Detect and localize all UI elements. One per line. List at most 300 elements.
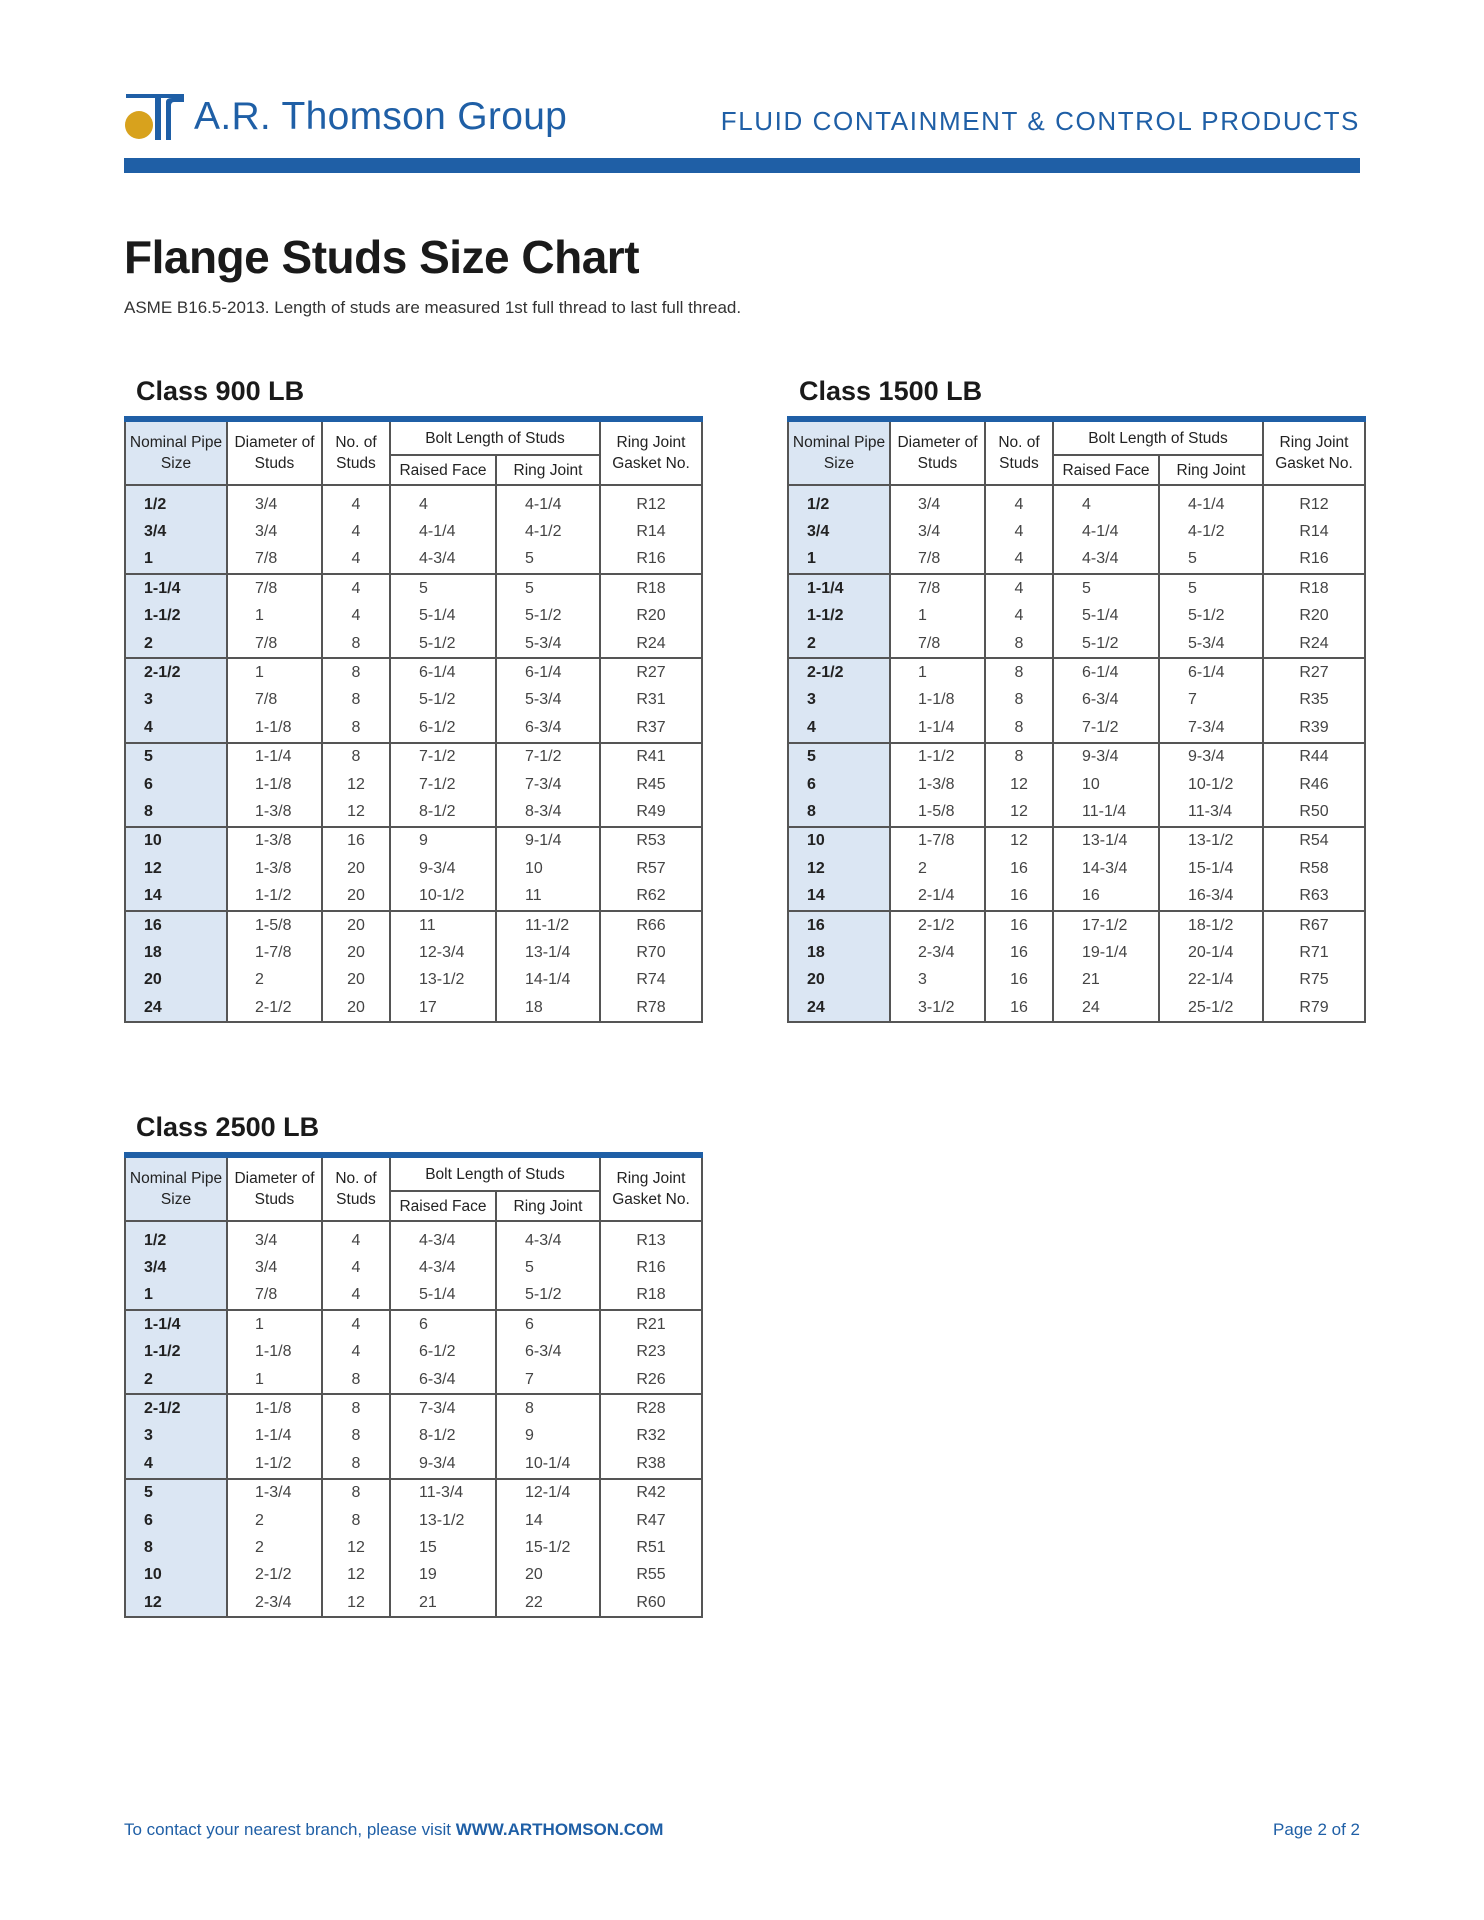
ring-joint-length-cell: 14-1/4	[496, 967, 600, 994]
gasket-number-cell: R35	[1263, 687, 1365, 714]
stud-count-cell: 8	[985, 687, 1053, 714]
gasket-number-cell: R49	[600, 798, 702, 826]
raised-face-length-cell: 5-1/2	[390, 687, 496, 714]
header-ring-joint: Ring Joint	[496, 1191, 600, 1221]
raised-face-length-cell: 19	[390, 1562, 496, 1589]
ring-joint-length-cell: 7-3/4	[1159, 714, 1263, 742]
stud-diameter-cell: 1	[227, 603, 322, 630]
table-row	[125, 798, 702, 826]
ring-joint-length-cell: 9	[496, 1423, 600, 1450]
gasket-number-cell: R31	[600, 687, 702, 714]
stud-diameter-cell: 1	[227, 658, 322, 686]
table-row	[125, 1589, 702, 1617]
gasket-number-cell: R57	[600, 855, 702, 882]
nominal-pipe-size-cell: 14	[125, 882, 227, 910]
stud-count-cell: 4	[322, 574, 390, 602]
gasket-number-cell: R26	[600, 1366, 702, 1394]
nominal-pipe-size-cell: 16	[788, 911, 890, 939]
nominal-pipe-size-cell: 2	[788, 630, 890, 658]
table-row	[125, 771, 702, 798]
gasket-number-cell: R71	[1263, 939, 1365, 966]
stud-count-cell: 4	[322, 485, 390, 518]
stud-diameter-cell: 7/8	[227, 687, 322, 714]
ring-joint-length-cell: 14	[496, 1507, 600, 1534]
table-row	[125, 911, 702, 939]
gasket-number-cell: R28	[600, 1394, 702, 1422]
stud-diameter-cell: 3/4	[227, 1221, 322, 1254]
ring-joint-length-cell: 12-1/4	[496, 1479, 600, 1507]
nominal-pipe-size-cell: 1-1/4	[125, 574, 227, 602]
stud-count-cell: 16	[985, 911, 1053, 939]
raised-face-length-cell: 7-1/2	[390, 771, 496, 798]
table-row	[125, 882, 702, 910]
gasket-number-cell: R32	[600, 1423, 702, 1450]
ring-joint-length-cell: 18-1/2	[1159, 911, 1263, 939]
ring-joint-length-cell: 6-1/4	[1159, 658, 1263, 686]
stud-diameter-cell: 1-1/4	[890, 714, 985, 742]
stud-count-cell: 20	[322, 939, 390, 966]
raised-face-length-cell: 6-1/2	[390, 1339, 496, 1366]
header-stud-diameter: Diameter of Studs	[890, 419, 985, 485]
table-row	[788, 658, 1365, 686]
ring-joint-length-cell: 5	[1159, 574, 1263, 602]
page-subtitle: ASME B16.5-2013. Length of studs are measured 1st full thread to last full thread.	[124, 298, 742, 317]
company-tagline: FLUID CONTAINMENT & CONTROL PRODUCTS	[720, 106, 1360, 136]
gasket-number-cell: R41	[600, 743, 702, 771]
table-row	[788, 714, 1365, 742]
stud-diameter-cell: 2-1/2	[227, 1562, 322, 1589]
raised-face-length-cell: 7-3/4	[390, 1394, 496, 1422]
ring-joint-length-cell: 11-1/2	[496, 911, 600, 939]
footer-contact	[124, 1820, 663, 1840]
ring-joint-length-cell: 4-3/4	[496, 1221, 600, 1254]
class-1500-table-block	[787, 374, 1364, 1023]
page-header	[124, 86, 1360, 146]
gasket-number-cell: R27	[1263, 658, 1365, 686]
table-row	[125, 1339, 702, 1366]
ring-joint-length-cell: 13-1/2	[1159, 827, 1263, 855]
table-row	[788, 994, 1365, 1022]
raised-face-length-cell: 11-1/4	[1053, 798, 1159, 826]
raised-face-length-cell: 19-1/4	[1053, 939, 1159, 966]
raised-face-length-cell: 5-1/2	[1053, 630, 1159, 658]
stud-diameter-cell: 2-3/4	[890, 939, 985, 966]
stud-count-cell: 8	[322, 1394, 390, 1422]
stud-count-cell: 4	[985, 603, 1053, 630]
raised-face-length-cell: 8-1/2	[390, 1423, 496, 1450]
ring-joint-length-cell: 4-1/2	[1159, 518, 1263, 545]
gasket-number-cell: R21	[600, 1310, 702, 1338]
stud-count-cell: 12	[985, 771, 1053, 798]
raised-face-length-cell: 7-1/2	[1053, 714, 1159, 742]
nominal-pipe-size-cell: 1	[788, 546, 890, 574]
ring-joint-length-cell: 22	[496, 1589, 600, 1617]
stud-diameter-cell: 2-1/2	[227, 994, 322, 1022]
ring-joint-length-cell: 20-1/4	[1159, 939, 1263, 966]
ring-joint-length-cell: 11	[496, 882, 600, 910]
table-row	[125, 1562, 702, 1589]
stud-count-cell: 8	[322, 714, 390, 742]
table-row	[125, 1534, 702, 1561]
table-row	[125, 1423, 702, 1450]
table-row	[788, 574, 1365, 602]
header-nominal-pipe-size: Nominal Pipe Size	[788, 419, 890, 485]
ring-joint-length-cell: 10-1/2	[1159, 771, 1263, 798]
raised-face-length-cell: 4-3/4	[390, 1254, 496, 1281]
header-bolt-length: Bolt Length of Studs	[1053, 419, 1263, 455]
ring-joint-length-cell: 5-3/4	[496, 687, 600, 714]
raised-face-length-cell: 7-1/2	[390, 743, 496, 771]
stud-diameter-cell: 2	[890, 855, 985, 882]
stud-diameter-cell: 3/4	[890, 518, 985, 545]
gasket-number-cell: R63	[1263, 882, 1365, 910]
ring-joint-length-cell: 6	[496, 1310, 600, 1338]
ring-joint-length-cell: 5-3/4	[1159, 630, 1263, 658]
header-gasket-number: Ring Joint Gasket No.	[1263, 419, 1365, 485]
stud-count-cell: 4	[322, 603, 390, 630]
stud-diameter-cell: 1-3/8	[227, 798, 322, 826]
nominal-pipe-size-cell: 2-1/2	[125, 658, 227, 686]
stud-count-cell: 12	[985, 827, 1053, 855]
header-stud-diameter: Diameter of Studs	[227, 419, 322, 485]
stud-count-cell: 20	[322, 855, 390, 882]
ring-joint-length-cell: 5	[1159, 546, 1263, 574]
table-row	[125, 1507, 702, 1534]
table-row	[125, 687, 702, 714]
gasket-number-cell: R16	[600, 1254, 702, 1281]
ring-joint-length-cell: 11-3/4	[1159, 798, 1263, 826]
table-row	[125, 1310, 702, 1338]
stud-diameter-cell: 1-7/8	[227, 939, 322, 966]
stud-count-cell: 12	[322, 798, 390, 826]
stud-diameter-cell: 1-3/8	[227, 855, 322, 882]
raised-face-length-cell: 10	[1053, 771, 1159, 798]
gasket-number-cell: R42	[600, 1479, 702, 1507]
ring-joint-length-cell: 7-1/2	[496, 743, 600, 771]
table-row	[125, 518, 702, 545]
gasket-number-cell: R24	[1263, 630, 1365, 658]
nominal-pipe-size-cell: 2-1/2	[125, 1394, 227, 1422]
table-row	[125, 1282, 702, 1310]
nominal-pipe-size-cell: 6	[125, 1507, 227, 1534]
raised-face-length-cell: 14-3/4	[1053, 855, 1159, 882]
stud-count-cell: 4	[322, 518, 390, 545]
gasket-number-cell: R44	[1263, 743, 1365, 771]
stud-count-cell: 12	[322, 1589, 390, 1617]
header-nominal-pipe-size: Nominal Pipe Size	[125, 419, 227, 485]
table-row	[125, 967, 702, 994]
stud-diameter-cell: 1-1/2	[890, 743, 985, 771]
ring-joint-length-cell: 5	[496, 1254, 600, 1281]
nominal-pipe-size-cell: 1-1/2	[125, 1339, 227, 1366]
gasket-number-cell: R46	[1263, 771, 1365, 798]
nominal-pipe-size-cell: 20	[125, 967, 227, 994]
gasket-number-cell: R12	[1263, 485, 1365, 518]
table-row	[125, 827, 702, 855]
raised-face-length-cell: 17	[390, 994, 496, 1022]
stud-diameter-cell: 1	[890, 658, 985, 686]
ring-joint-length-cell: 6-1/4	[496, 658, 600, 686]
stud-diameter-cell: 3/4	[227, 518, 322, 545]
ring-joint-length-cell: 5-1/2	[496, 1282, 600, 1310]
ring-joint-length-cell: 25-1/2	[1159, 994, 1263, 1022]
table-row	[125, 574, 702, 602]
table-row	[125, 546, 702, 574]
nominal-pipe-size-cell: 1	[125, 1282, 227, 1310]
nominal-pipe-size-cell: 18	[125, 939, 227, 966]
ring-joint-length-cell: 8	[496, 1394, 600, 1422]
gasket-number-cell: R55	[600, 1562, 702, 1589]
raised-face-length-cell: 5-1/4	[390, 1282, 496, 1310]
gasket-number-cell: R75	[1263, 967, 1365, 994]
company-logo[interactable]	[124, 86, 567, 140]
nominal-pipe-size-cell: 2	[125, 630, 227, 658]
header-bolt-length: Bolt Length of Studs	[390, 419, 600, 455]
stud-diameter-cell: 3/4	[890, 485, 985, 518]
footer-contact-text: To contact your nearest branch, please visit	[124, 1820, 456, 1839]
table-row	[125, 714, 702, 742]
stud-count-cell: 12	[322, 1562, 390, 1589]
nominal-pipe-size-cell: 5	[125, 1479, 227, 1507]
stud-count-cell: 8	[322, 1479, 390, 1507]
table-row	[788, 798, 1365, 826]
nominal-pipe-size-cell: 14	[788, 882, 890, 910]
stud-diameter-cell: 1-1/4	[227, 1423, 322, 1450]
gasket-number-cell: R51	[600, 1534, 702, 1561]
ring-joint-length-cell: 5-3/4	[496, 630, 600, 658]
table-row	[125, 485, 702, 518]
header-ring-joint: Ring Joint	[496, 455, 600, 485]
nominal-pipe-size-cell: 3/4	[125, 1254, 227, 1281]
page-title: Flange Studs Size Chart	[124, 231, 640, 283]
raised-face-length-cell: 13-1/2	[390, 967, 496, 994]
raised-face-length-cell: 5	[390, 574, 496, 602]
stud-diameter-cell: 3-1/2	[890, 994, 985, 1022]
raised-face-length-cell: 21	[1053, 967, 1159, 994]
stud-diameter-cell: 1-1/8	[227, 714, 322, 742]
table-row	[788, 827, 1365, 855]
stud-count-cell: 20	[322, 994, 390, 1022]
stud-count-cell: 12	[985, 798, 1053, 826]
raised-face-length-cell: 11-3/4	[390, 1479, 496, 1507]
table-row	[125, 658, 702, 686]
raised-face-length-cell: 21	[390, 1589, 496, 1617]
stud-count-cell: 4	[322, 1221, 390, 1254]
nominal-pipe-size-cell: 1/2	[125, 485, 227, 518]
stud-count-cell: 16	[985, 855, 1053, 882]
gasket-number-cell: R60	[600, 1589, 702, 1617]
stud-diameter-cell: 1	[890, 603, 985, 630]
stud-diameter-cell: 2	[227, 967, 322, 994]
nominal-pipe-size-cell: 4	[125, 714, 227, 742]
gasket-number-cell: R74	[600, 967, 702, 994]
nominal-pipe-size-cell: 10	[788, 827, 890, 855]
footer-website-link[interactable]: WWW.ARTHOMSON.COM	[455, 1820, 664, 1839]
nominal-pipe-size-cell: 10	[125, 1562, 227, 1589]
stud-size-table	[124, 1152, 703, 1618]
nominal-pipe-size-cell: 3	[788, 687, 890, 714]
raised-face-length-cell: 17-1/2	[1053, 911, 1159, 939]
raised-face-length-cell: 5	[1053, 574, 1159, 602]
raised-face-length-cell: 4-3/4	[1053, 546, 1159, 574]
ring-joint-length-cell: 10	[496, 855, 600, 882]
table-title: Class 2500 LB	[136, 1112, 320, 1142]
header-stud-count: No. of Studs	[985, 419, 1053, 485]
ring-joint-length-cell: 6-3/4	[496, 1339, 600, 1366]
table-row	[125, 1450, 702, 1478]
nominal-pipe-size-cell: 4	[788, 714, 890, 742]
ring-joint-length-cell: 13-1/4	[496, 939, 600, 966]
ring-joint-length-cell: 5-1/2	[496, 603, 600, 630]
raised-face-length-cell: 6-3/4	[390, 1366, 496, 1394]
stud-diameter-cell: 3/4	[227, 1254, 322, 1281]
stud-diameter-cell: 7/8	[890, 630, 985, 658]
table-row	[788, 939, 1365, 966]
table-row	[125, 1479, 702, 1507]
stud-diameter-cell: 7/8	[890, 546, 985, 574]
stud-diameter-cell: 3	[890, 967, 985, 994]
nominal-pipe-size-cell: 12	[788, 855, 890, 882]
table-title: Class 1500 LB	[799, 376, 983, 406]
gasket-number-cell: R23	[600, 1339, 702, 1366]
stud-size-table	[787, 416, 1366, 1023]
gasket-number-cell: R62	[600, 882, 702, 910]
stud-diameter-cell: 1-1/8	[227, 1339, 322, 1366]
stud-count-cell: 20	[322, 882, 390, 910]
stud-diameter-cell: 1-1/8	[227, 1394, 322, 1422]
stud-count-cell: 4	[322, 1282, 390, 1310]
raised-face-length-cell: 9-3/4	[1053, 743, 1159, 771]
stud-count-cell: 16	[985, 882, 1053, 910]
raised-face-length-cell: 13-1/2	[390, 1507, 496, 1534]
stud-diameter-cell: 1	[227, 1366, 322, 1394]
stud-diameter-cell: 1-1/2	[227, 1450, 322, 1478]
header-nominal-pipe-size: Nominal Pipe Size	[125, 1155, 227, 1221]
stud-count-cell: 16	[322, 827, 390, 855]
ring-joint-length-cell: 15-1/4	[1159, 855, 1263, 882]
nominal-pipe-size-cell: 1	[125, 546, 227, 574]
raised-face-length-cell: 4-3/4	[390, 546, 496, 574]
raised-face-length-cell: 6	[390, 1310, 496, 1338]
table-row	[125, 855, 702, 882]
nominal-pipe-size-cell: 8	[125, 798, 227, 826]
table-row	[125, 939, 702, 966]
nominal-pipe-size-cell: 3/4	[788, 518, 890, 545]
stud-diameter-cell: 7/8	[227, 574, 322, 602]
nominal-pipe-size-cell: 8	[788, 798, 890, 826]
raised-face-length-cell: 15	[390, 1534, 496, 1561]
stud-diameter-cell: 1-5/8	[227, 911, 322, 939]
stud-count-cell: 8	[322, 630, 390, 658]
nominal-pipe-size-cell: 3	[125, 687, 227, 714]
stud-diameter-cell: 3/4	[227, 485, 322, 518]
stud-count-cell: 4	[322, 546, 390, 574]
stud-diameter-cell: 1-3/8	[890, 771, 985, 798]
table-row	[788, 518, 1365, 545]
ring-joint-length-cell: 18	[496, 994, 600, 1022]
stud-count-cell: 8	[322, 1366, 390, 1394]
nominal-pipe-size-cell: 4	[125, 1450, 227, 1478]
header-stud-count: No. of Studs	[322, 1155, 390, 1221]
stud-diameter-cell: 2-1/4	[890, 882, 985, 910]
ring-joint-length-cell: 15-1/2	[496, 1534, 600, 1561]
company-name: A.R. Thomson Group	[194, 95, 568, 138]
table-row	[788, 743, 1365, 771]
header-raised-face: Raised Face	[1053, 455, 1159, 485]
raised-face-length-cell: 9	[390, 827, 496, 855]
raised-face-length-cell: 6-1/2	[390, 714, 496, 742]
gasket-number-cell: R53	[600, 827, 702, 855]
ring-joint-length-cell: 8-3/4	[496, 798, 600, 826]
gasket-number-cell: R20	[1263, 603, 1365, 630]
stud-count-cell: 4	[322, 1254, 390, 1281]
gasket-number-cell: R45	[600, 771, 702, 798]
table-row	[788, 855, 1365, 882]
nominal-pipe-size-cell: 2	[125, 1366, 227, 1394]
raised-face-length-cell: 4-1/4	[1053, 518, 1159, 545]
nominal-pipe-size-cell: 20	[788, 967, 890, 994]
table-row	[125, 1221, 702, 1254]
stud-diameter-cell: 1	[227, 1310, 322, 1338]
stud-diameter-cell: 1-5/8	[890, 798, 985, 826]
stud-count-cell: 4	[985, 546, 1053, 574]
stud-diameter-cell: 2	[227, 1507, 322, 1534]
stud-count-cell: 8	[322, 1423, 390, 1450]
header-stud-diameter: Diameter of Studs	[227, 1155, 322, 1221]
stud-diameter-cell: 7/8	[227, 546, 322, 574]
ring-joint-length-cell: 6-3/4	[496, 714, 600, 742]
nominal-pipe-size-cell: 2-1/2	[788, 658, 890, 686]
ring-joint-length-cell: 9-1/4	[496, 827, 600, 855]
ring-joint-length-cell: 7	[496, 1366, 600, 1394]
art-logo-icon	[124, 94, 186, 140]
gasket-number-cell: R70	[600, 939, 702, 966]
stud-diameter-cell: 7/8	[227, 1282, 322, 1310]
stud-diameter-cell: 1-7/8	[890, 827, 985, 855]
class-900-table-block	[124, 374, 701, 1023]
gasket-number-cell: R12	[600, 485, 702, 518]
raised-face-length-cell: 6-3/4	[1053, 687, 1159, 714]
ring-joint-length-cell: 4-1/2	[496, 518, 600, 545]
stud-diameter-cell: 1-3/8	[227, 827, 322, 855]
ring-joint-length-cell: 7-3/4	[496, 771, 600, 798]
raised-face-length-cell: 13-1/4	[1053, 827, 1159, 855]
header-raised-face: Raised Face	[390, 455, 496, 485]
gasket-number-cell: R14	[600, 518, 702, 545]
nominal-pipe-size-cell: 5	[125, 743, 227, 771]
nominal-pipe-size-cell: 16	[125, 911, 227, 939]
table-row	[788, 630, 1365, 658]
stud-diameter-cell: 7/8	[890, 574, 985, 602]
nominal-pipe-size-cell: 5	[788, 743, 890, 771]
gasket-number-cell: R78	[600, 994, 702, 1022]
ring-joint-length-cell: 16-3/4	[1159, 882, 1263, 910]
header-rule	[124, 158, 1360, 173]
stud-count-cell: 8	[322, 658, 390, 686]
stud-count-cell: 16	[985, 994, 1053, 1022]
raised-face-length-cell: 4	[390, 485, 496, 518]
table-row	[788, 911, 1365, 939]
ring-joint-length-cell: 10-1/4	[496, 1450, 600, 1478]
ring-joint-length-cell: 4-1/4	[1159, 485, 1263, 518]
table-row	[788, 546, 1365, 574]
gasket-number-cell: R67	[1263, 911, 1365, 939]
table-row	[125, 994, 702, 1022]
header-bolt-length: Bolt Length of Studs	[390, 1155, 600, 1191]
stud-count-cell: 4	[985, 485, 1053, 518]
stud-diameter-cell: 1-3/4	[227, 1479, 322, 1507]
header-gasket-number: Ring Joint Gasket No.	[600, 419, 702, 485]
